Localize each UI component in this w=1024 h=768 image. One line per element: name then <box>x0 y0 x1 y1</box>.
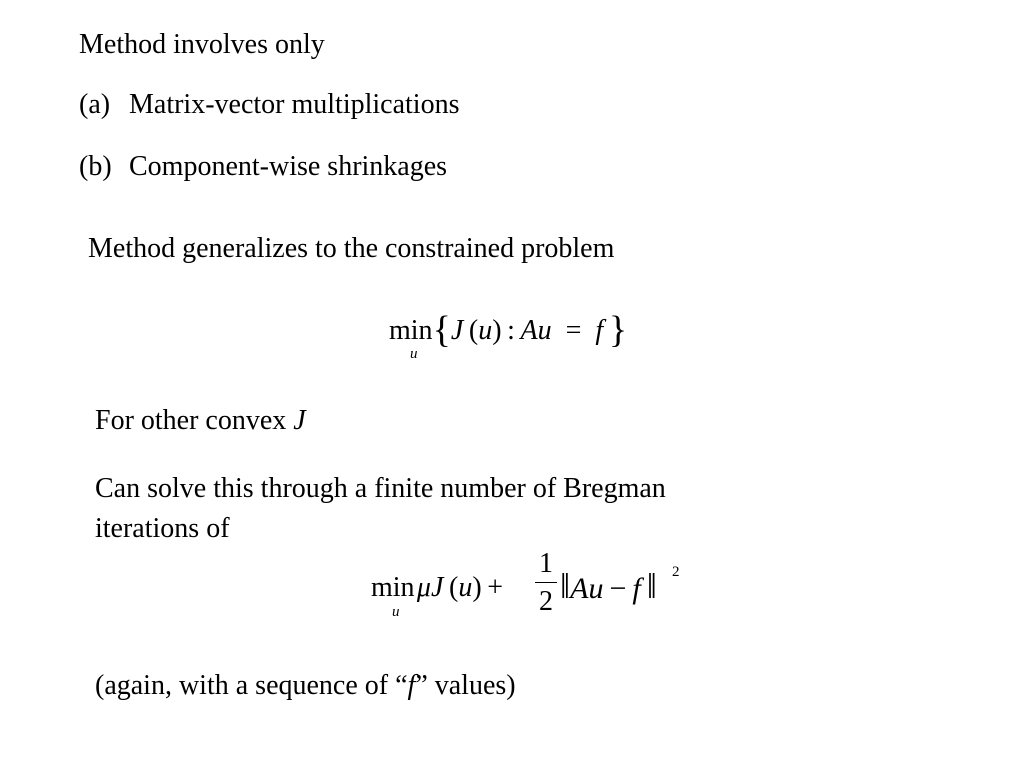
eq1-u: u <box>478 315 493 346</box>
list-item-a <box>79 89 459 121</box>
constrained-problem-equation <box>389 310 627 351</box>
again-var-f: f <box>407 670 416 701</box>
eq2-J: J <box>430 572 444 603</box>
eq1-rparen: ) <box>492 315 502 346</box>
eq2-u: u <box>458 572 473 603</box>
solve-text-line1: Can solve this through a finite number of Bregman <box>95 473 666 504</box>
other-convex-var: J <box>293 405 306 436</box>
fraction-numerator: 1 <box>539 548 553 579</box>
other-convex-prefix: For other convex <box>95 405 294 436</box>
generalizes-text: Method generalizes to the constrained problem <box>88 233 615 264</box>
eq2-rparen: ) <box>472 572 482 603</box>
bregman-iteration-equation <box>371 568 503 608</box>
eq2-subscript-u: u <box>392 604 400 620</box>
eq1-colon: : <box>507 315 515 346</box>
list-item-b <box>79 151 447 183</box>
eq1-J: J <box>450 315 464 346</box>
solve-text-line2: iterations of <box>95 513 230 544</box>
norm-exponent: 2 <box>672 564 680 580</box>
eq2-lparen: ( <box>449 572 459 603</box>
eq2-u2: u <box>588 572 604 605</box>
list-text-b: Component-wise shrinkages <box>129 151 448 182</box>
eq2-A: A <box>570 572 589 605</box>
eq1-lparen: ( <box>468 315 479 346</box>
left-brace: { <box>432 309 451 351</box>
norm-expression <box>560 564 657 611</box>
eq1-u2: u <box>537 315 552 346</box>
eq1-subscript-u: u <box>410 346 418 362</box>
eq1-A: A <box>520 315 538 346</box>
min-operator: min <box>389 315 433 346</box>
other-convex-text <box>95 405 306 437</box>
eq2-minus: − <box>609 572 627 605</box>
again-text <box>95 670 516 702</box>
right-brace: } <box>608 309 628 351</box>
norm-left-bars: ‖ <box>560 566 571 606</box>
eq2-min-operator: min <box>371 572 415 603</box>
again-suffix: ” values) <box>415 670 516 701</box>
intro-text: Method involves only <box>79 29 325 60</box>
list-label-b: (b) <box>79 151 112 182</box>
eq1-f: f <box>595 315 604 346</box>
eq1-equals: = <box>565 315 582 346</box>
fraction-bar <box>535 582 557 583</box>
norm-right-bars: ‖ <box>646 566 657 606</box>
list-text-a: Matrix-vector multiplications <box>129 89 460 120</box>
fraction-denominator: 2 <box>539 586 553 617</box>
eq2-mu: μ <box>416 572 431 603</box>
list-label-a: (a) <box>79 89 111 120</box>
eq2-f: f <box>632 572 641 605</box>
eq2-plus: + <box>487 572 504 603</box>
half-fraction <box>535 548 557 628</box>
again-prefix: (again, with a sequence of “ <box>95 670 408 701</box>
